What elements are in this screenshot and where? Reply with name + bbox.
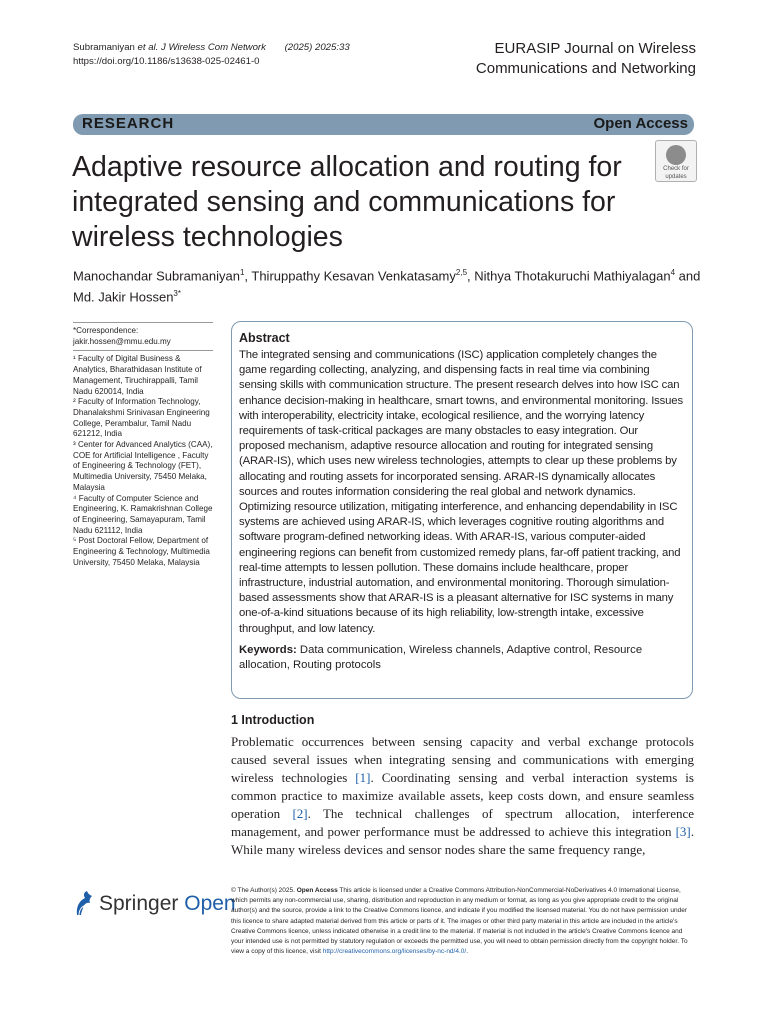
sidebar-divider <box>73 350 213 351</box>
author-affiliation-mark: 2,5 <box>455 268 468 277</box>
keywords-label: Keywords: <box>239 643 297 656</box>
journal-name-line1: EURASIP Journal on Wireless <box>494 40 696 57</box>
abstract-heading: Abstract <box>239 331 290 345</box>
author-name: and Md. Jakir Hossen <box>73 268 701 305</box>
springer-horse-icon <box>73 889 95 917</box>
section-heading: 1 Introduction <box>231 713 315 727</box>
citation-journal: et al. J Wireless Com Network <box>137 42 266 53</box>
affiliation-item: ⁴ Faculty of Computer Science and Engineering, K. Ramakrishnan College of Engineering, Samayapuram, Tamil Nadu 621112, India <box>73 493 213 535</box>
springer-open-logo <box>73 889 236 921</box>
affiliation-item: ³ Center for Advanced Analytics (CAA), COE for Artificial Intelligence , Faculty of Engineering & Technology (FET), Multimedia University, 75450 Melaka, Malaysia <box>73 440 213 492</box>
correspondence-label: *Correspondence: <box>73 326 139 335</box>
intro-paragraph <box>231 733 694 859</box>
logo-springer-text: Springer <box>99 892 179 915</box>
author-list <box>73 264 703 307</box>
copyright-text: © The Author(s) 2025. <box>231 887 297 894</box>
citation-author: Subramaniyan <box>73 42 138 53</box>
open-access-label: Open Access <box>593 115 688 132</box>
intro-text: . The technical challenges of spectrum allocation, interference management, and power performance must be addressed to achieve this integration <box>231 806 695 839</box>
logo-open-text: Open <box>184 892 236 915</box>
citation-year: (2025) 2025:33 <box>284 42 350 53</box>
affiliation-item: ² Faculty of Information Technology, Dhanalakshmi Srinivasan Engineering College, Perambalur, Tamil Nadu 621212, India <box>73 397 210 439</box>
intro-text: Problematic occurrences between sensing capacity and verbal exchange protocols caused several issues when integrating sensing and communications with emerging wireless technologies <box>231 734 694 785</box>
open-access-bold: Open Access <box>296 887 338 894</box>
doi-link[interactable]: https://doi.org/10.1186/s13638-025-02461-0 <box>73 55 260 67</box>
citation-link[interactable]: [2] <box>292 806 308 821</box>
journal-name-line2: Communications and Networking <box>475 60 696 77</box>
intro-text: . Coordinating sensing and verbal interaction systems is common practice to maximize available assets, keep costs down, and ensure seamless operation <box>231 770 694 821</box>
author-affiliation-mark: 3* <box>173 289 181 299</box>
check-updates-line2: updates <box>665 173 687 180</box>
check-updates-line1: Check for <box>663 166 689 172</box>
correspondence-email[interactable]: jakir.hossen@mmu.edu.my <box>73 336 171 346</box>
sidebar-divider <box>73 322 213 323</box>
abstract-box <box>231 321 693 699</box>
intro-text: . While many wireless devices and sensor nodes share the same frequency range, <box>231 824 694 857</box>
license-end: . <box>466 948 469 956</box>
citation-link[interactable]: [1] <box>355 770 371 785</box>
keywords-list: Data communication, Wireless channels, Adaptive control, Resource allocation, Routing protocols <box>239 643 643 672</box>
journal-name <box>476 39 696 79</box>
affiliation-item: ¹ Faculty of Digital Business & Analytics, Bharathidasan Institute of Management, Tiruchirappalli, Tamil Nadu 620014, India <box>73 354 202 396</box>
affiliation-item: ⁵ Post Doctoral Fellow, Department of Engineering & Technology, Multimedia University, 75450 Melaka, Malaysia <box>73 536 210 567</box>
check-for-updates-badge[interactable] <box>655 140 697 182</box>
license-notice <box>231 886 695 957</box>
author-name: , Thiruppathy Kesavan Venkatasamy <box>244 268 456 284</box>
author-name: , Nithya Thotakuruchi Mathiyalagan <box>467 268 671 284</box>
author-affiliation-mark: 4 <box>670 268 676 277</box>
license-link[interactable]: http://creativecommons.org/licenses/by-nc-nd/4.0/ <box>322 948 467 956</box>
article-type-label: RESEARCH <box>82 115 175 132</box>
citation-link[interactable]: [3] <box>675 824 691 839</box>
affiliations-sidebar <box>73 322 213 568</box>
check-updates-icon <box>666 145 686 165</box>
license-text: This article is licensed under a Creative Commons Attribution-NonCommercial-NoDerivatives 4.0 International License, which permits any non-commercial use, sharing, distribution and reproduction in any medium or format, as long as you give appropriate credit to the original author(s) and the source, provide a link to the Creative Commons licence, and indicate if you modified the licensed material. You do not have permission under this licence to share adapted material derived from this article or parts of it. The images or other third party material in this article are included in the article's Creative Commons licence, unless indicated otherwise in a credit line to the material. If material is not included in the article's Creative Commons licence and your intended use is not permitted by statutory regulation or exceeds the permitted use, you will need to obtain permission directly from the copyright holder. To view a copy of this licence, visit <box>231 887 688 956</box>
article-type-bar <box>73 114 694 135</box>
citation-header <box>73 41 350 68</box>
author-name: Manochandar Subramaniyan <box>73 268 240 284</box>
keywords-line <box>239 643 684 673</box>
author-affiliation-mark: 1 <box>239 268 245 277</box>
abstract-body: The integrated sensing and communications (ISC) application completely changes the game regarding collecting, analyzing, and dispensing facts in real time via combining sensing skills with communication structure. The present research delves into how ISC can enhance decision-making in healthcare, smart towns, and environmental monitoring. Issues with interoperability, electricity intake, ecological resilience, and the worrying latency requirements of task-critical packages are many obstacles to easy integration. Our proposed mechanism, adaptive resource allocation and routing for integrated sensing (ARAR-IS), which uses new wireless technologies, attempts to clear up these problems by allocating and routing assets for incorporated sensing. ARAR-IS dynamically allocates sources and routes information considering the real global and network dynamics. Optimizing resource utilization, mitigating interference, and enhancing dependability in ISC systems are achieved using ARAR-IS, which leverages cognitive routing algorithms and software program-defined networking ideas. With ARAR-IS, various computer-aided engineering regions can benefit from customized remedy plans, far-off patient tracking, and real-time attempts to lessen pollution. These domains include healthcare, proper infrastructure, industrial automation, and environmental monitoring. Thorough simulation-based assessments show that ARAR-IS is a pleasant alternative for ISC systems in many one-of-a-kind situations because of its high reliability, low-strength intake, excessive throughput, and low latency. <box>239 349 683 635</box>
springer-open-wordmark <box>99 892 236 916</box>
article-title: Adaptive resource allocation and routing for integrated sensing and communications for wireless technologies <box>72 151 622 253</box>
